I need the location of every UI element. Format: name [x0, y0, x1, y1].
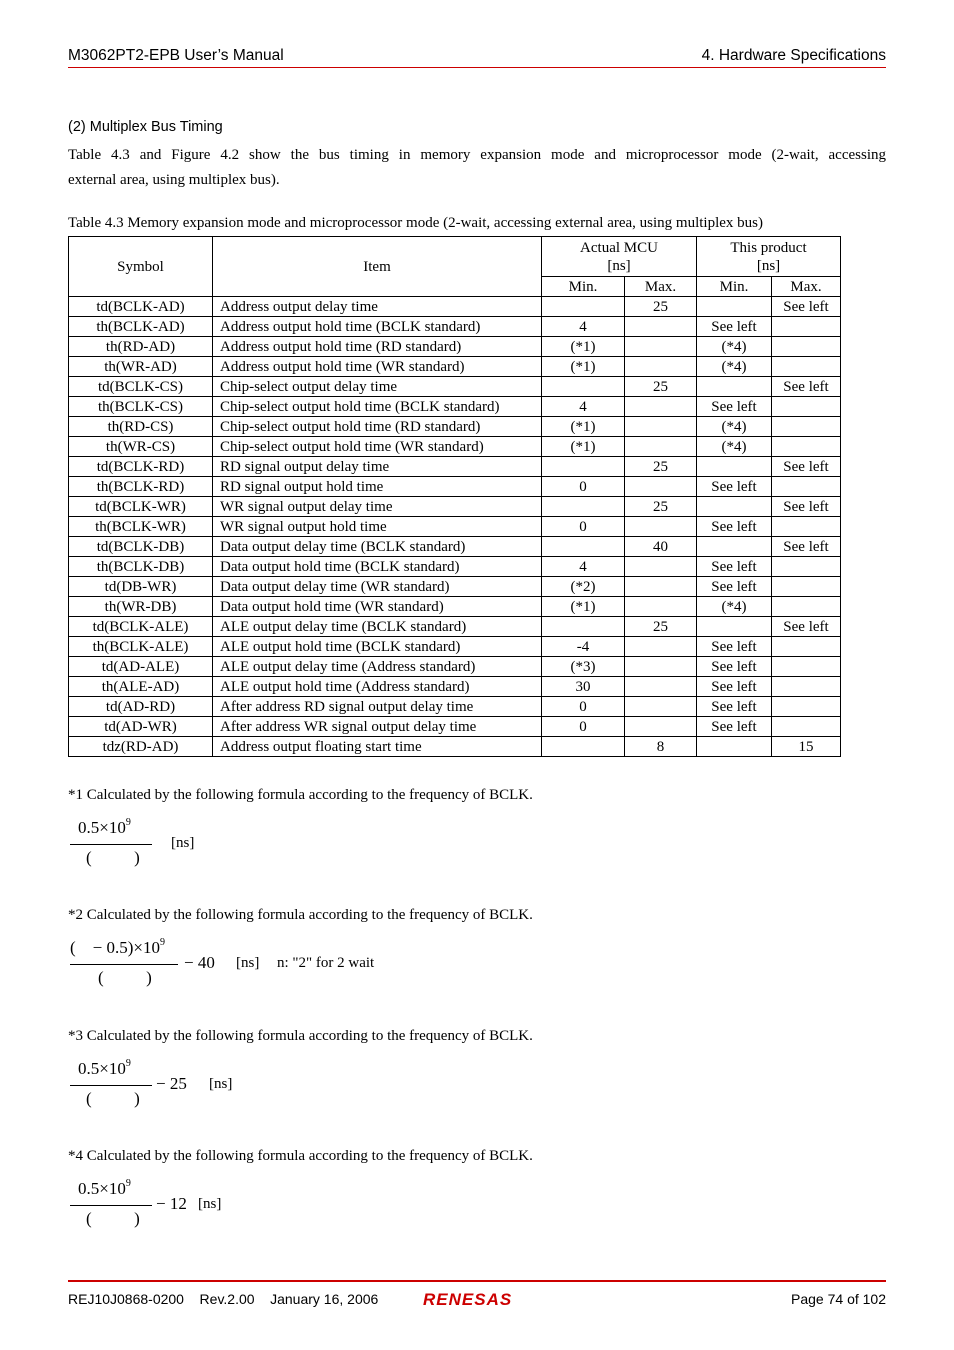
cell-item: Chip-select output hold time (RD standard) [213, 417, 542, 437]
table-row [69, 737, 841, 757]
table-row [69, 377, 841, 397]
section-title: (2) Multiplex Bus Timing [68, 119, 223, 135]
cell-product-max [772, 577, 841, 597]
cell-product-min: (*4) [697, 337, 772, 357]
cell-mcu-min [542, 297, 625, 317]
cell-symbol: th(ALE-AD) [69, 677, 213, 697]
cell-symbol: td(AD-WR) [69, 717, 213, 737]
cell-product-min: See left [697, 677, 772, 697]
formula-2-unit: [ns] [236, 955, 260, 971]
formula-2-fraction-bar [70, 964, 178, 965]
cell-mcu-min: (*1) [542, 597, 625, 617]
cell-mcu-max [625, 657, 697, 677]
table-row [69, 657, 841, 677]
table-row [69, 597, 841, 617]
table-row [69, 617, 841, 637]
cell-mcu-max [625, 717, 697, 737]
header-mcu-min: Min. [542, 277, 625, 297]
cell-symbol: td(DB-WR) [69, 577, 213, 597]
manual-title: M3062PT2-EPB User’s Manual [68, 47, 284, 64]
cell-item: ALE output hold time (BCLK standard) [213, 637, 542, 657]
cell-mcu-min: 4 [542, 557, 625, 577]
cell-product-min [697, 497, 772, 517]
cell-product-max [772, 477, 841, 497]
cell-mcu-max [625, 697, 697, 717]
intro-paragraph [68, 143, 886, 193]
cell-item: Data output delay time (WR standard) [213, 577, 542, 597]
header-mcu-max: Max. [625, 277, 697, 297]
cell-mcu-max [625, 557, 697, 577]
formula-3-suffix: − 25 [156, 1074, 187, 1093]
cell-symbol: td(BCLK-CS) [69, 377, 213, 397]
cell-mcu-min: -4 [542, 637, 625, 657]
formula-2-suffix: − 40 [184, 953, 215, 972]
cell-mcu-min: 30 [542, 677, 625, 697]
header-this-product [697, 237, 841, 277]
header-this-product-unit: [ns] [756, 257, 781, 274]
formula-4-numerator: $0.5\times 10^9$ [78, 1178, 131, 1198]
cell-symbol: th(WR-CS) [69, 437, 213, 457]
formula-2-denominator: ( ) [98, 968, 152, 987]
cell-item: WR signal output delay time [213, 497, 542, 517]
cell-symbol: tdz(RD-AD) [69, 737, 213, 757]
cell-product-max [772, 637, 841, 657]
cell-product-min: See left [697, 657, 772, 677]
cell-product-max [772, 517, 841, 537]
cell-mcu-max [625, 677, 697, 697]
cell-mcu-min: (*3) [542, 657, 625, 677]
cell-mcu-min [542, 457, 625, 477]
cell-mcu-max [625, 397, 697, 417]
cell-item: Address output floating start time [213, 737, 542, 757]
cell-mcu-max: 25 [625, 297, 697, 317]
table-row [69, 457, 841, 477]
cell-product-min: See left [697, 517, 772, 537]
cell-mcu-min [542, 537, 625, 557]
cell-item: Address output hold time (RD standard) [213, 337, 542, 357]
cell-product-max [772, 657, 841, 677]
cell-product-min: (*4) [697, 417, 772, 437]
cell-symbol: th(RD-AD) [69, 337, 213, 357]
cell-product-max [772, 357, 841, 377]
cell-mcu-max: 25 [625, 497, 697, 517]
table-row [69, 517, 841, 537]
header-actual-mcu-unit: [ns] [607, 257, 631, 274]
formula-1-unit: [ns] [171, 835, 195, 851]
cell-mcu-min: (*1) [542, 437, 625, 457]
table-row [69, 557, 841, 577]
cell-item: ALE output hold time (Address standard) [213, 677, 542, 697]
cell-symbol: th(WR-DB) [69, 597, 213, 617]
table-row [69, 297, 841, 317]
cell-product-min [697, 737, 772, 757]
cell-mcu-min [542, 377, 625, 397]
cell-product-min: See left [697, 717, 772, 737]
cell-mcu-max [625, 417, 697, 437]
table-row [69, 537, 841, 557]
cell-product-max [772, 717, 841, 737]
cell-symbol: th(BCLK-ALE) [69, 637, 213, 657]
cell-product-max: See left [772, 457, 841, 477]
formula-1-fraction-bar [70, 844, 152, 845]
header-symbol: Symbol [69, 237, 213, 297]
cell-mcu-min: 0 [542, 517, 625, 537]
cell-product-max: 15 [772, 737, 841, 757]
table-row [69, 637, 841, 657]
cell-symbol: th(BCLK-DB) [69, 557, 213, 577]
timing-table-body [69, 297, 841, 757]
cell-item: Chip-select output hold time (WR standard) [213, 437, 542, 457]
table-row [69, 677, 841, 697]
cell-symbol: td(AD-RD) [69, 697, 213, 717]
note-3: *3 Calculated by the following formula according to the frequency of BCLK. [68, 1028, 533, 1044]
footer-doc-id: REJ10J0868-0200 [68, 1291, 184, 1307]
formula-3-denominator: ( ) [86, 1089, 140, 1108]
cell-symbol: td(BCLK-ALE) [69, 617, 213, 637]
cell-item: ALE output delay time (BCLK standard) [213, 617, 542, 637]
header-item: Item [213, 237, 542, 297]
cell-mcu-max [625, 477, 697, 497]
cell-mcu-min: 4 [542, 397, 625, 417]
note-4: *4 Calculated by the following formula according to the frequency of BCLK. [68, 1148, 533, 1164]
cell-product-max [772, 597, 841, 617]
cell-mcu-max: 25 [625, 377, 697, 397]
cell-product-min: See left [697, 637, 772, 657]
cell-product-max: See left [772, 617, 841, 637]
cell-mcu-min [542, 737, 625, 757]
cell-mcu-min: (*2) [542, 577, 625, 597]
cell-item: Address output delay time [213, 297, 542, 317]
formula-4-fraction-bar [70, 1205, 152, 1206]
table-row [69, 397, 841, 417]
table-row [69, 577, 841, 597]
cell-product-max: See left [772, 297, 841, 317]
renesas-logo-mark [423, 1289, 535, 1309]
cell-item: Data output delay time (BCLK standard) [213, 537, 542, 557]
table-row [69, 497, 841, 517]
footer-date: January 16, 2006 [270, 1291, 379, 1307]
cell-mcu-max: 25 [625, 457, 697, 477]
formula-4-denominator: ( ) [86, 1209, 140, 1228]
table-row [69, 717, 841, 737]
cell-mcu-min: 0 [542, 697, 625, 717]
table-row [69, 417, 841, 437]
cell-mcu-min: (*1) [542, 417, 625, 437]
cell-mcu-max [625, 357, 697, 377]
footer-rule [68, 1280, 886, 1282]
cell-symbol: td(BCLK-RD) [69, 457, 213, 477]
cell-item: RD signal output delay time [213, 457, 542, 477]
cell-mcu-min: 4 [542, 317, 625, 337]
cell-product-min [697, 297, 772, 317]
cell-item: Chip-select output hold time (BCLK standard) [213, 397, 542, 417]
formula-1-denominator: ( ) [86, 848, 140, 867]
cell-symbol: th(WR-AD) [69, 357, 213, 377]
cell-mcu-min: 0 [542, 477, 625, 497]
cell-product-max [772, 317, 841, 337]
header-product-min: Min. [697, 277, 772, 297]
cell-product-min: (*4) [697, 597, 772, 617]
formula-3-fraction-bar [70, 1085, 152, 1086]
cell-mcu-max [625, 577, 697, 597]
renesas-logo-text: RENESAS [423, 1290, 513, 1309]
cell-product-max [772, 697, 841, 717]
formula-3-numerator: $0.5\times 10^9$ [78, 1058, 131, 1078]
cell-mcu-max [625, 317, 697, 337]
cell-product-min [697, 537, 772, 557]
cell-item: Data output hold time (WR standard) [213, 597, 542, 617]
cell-mcu-min: (*1) [542, 357, 625, 377]
table-row [69, 357, 841, 377]
table-row [69, 697, 841, 717]
footer-doc-info [68, 1291, 378, 1307]
formula-2-wait-note: n: "2" for 2 wait [277, 955, 375, 971]
cell-mcu-max [625, 437, 697, 457]
cell-item: After address WR signal output delay time [213, 717, 542, 737]
formula-1-numerator: $0.5\times 10^9$ [78, 817, 131, 837]
cell-symbol: td(BCLK-WR) [69, 497, 213, 517]
cell-mcu-max [625, 337, 697, 357]
cell-mcu-max [625, 637, 697, 657]
cell-symbol: td(BCLK-DB) [69, 537, 213, 557]
header-product-max: Max. [772, 277, 841, 297]
footer-revision: Rev.2.00 [199, 1291, 255, 1307]
intro-line-2: external area, using multiplex bus). [68, 172, 280, 188]
cell-item: Address output hold time (BCLK standard) [213, 317, 542, 337]
header-this-product-label: This product [730, 239, 807, 256]
table-row [69, 317, 841, 337]
cell-mcu-max [625, 517, 697, 537]
cell-mcu-max: 25 [625, 617, 697, 637]
intro-line-1: Table 4.3 and Figure 4.2 show the bus timing in memory expansion mode and microprocessor mode (2-wait, accessing [68, 147, 886, 163]
cell-product-max: See left [772, 497, 841, 517]
cell-product-max [772, 557, 841, 577]
table-row [69, 477, 841, 497]
cell-product-max [772, 677, 841, 697]
cell-mcu-min [542, 617, 625, 637]
cell-item: ALE output delay time (Address standard) [213, 657, 542, 677]
cell-product-max [772, 437, 841, 457]
cell-product-min: See left [697, 317, 772, 337]
header-actual-mcu-label: Actual MCU [580, 239, 658, 256]
cell-product-min [697, 617, 772, 637]
formula-2-numerator: ( − $0.5)\times 10^9$ [70, 937, 166, 957]
formula-3-unit: [ns] [209, 1076, 233, 1092]
cell-item: After address RD signal output delay time [213, 697, 542, 717]
formula-4-suffix: − 12 [156, 1194, 187, 1213]
cell-product-min [697, 457, 772, 477]
cell-item: Address output hold time (WR standard) [213, 357, 542, 377]
cell-product-max [772, 397, 841, 417]
renesas-logo [423, 1289, 535, 1314]
cell-mcu-min: 0 [542, 717, 625, 737]
note-2: *2 Calculated by the following formula according to the frequency of BCLK. [68, 907, 533, 923]
cell-product-min: See left [697, 477, 772, 497]
table-row [69, 337, 841, 357]
formula-4-unit: [ns] [198, 1196, 222, 1212]
cell-item: Chip-select output delay time [213, 377, 542, 397]
cell-item: Data output hold time (BCLK standard) [213, 557, 542, 577]
cell-product-min: See left [697, 397, 772, 417]
cell-item: WR signal output hold time [213, 517, 542, 537]
cell-mcu-min: (*1) [542, 337, 625, 357]
cell-product-min: See left [697, 697, 772, 717]
cell-product-max [772, 417, 841, 437]
cell-product-min: See left [697, 577, 772, 597]
cell-mcu-max: 40 [625, 537, 697, 557]
cell-symbol: td(BCLK-AD) [69, 297, 213, 317]
footer-page-number: Page 74 of 102 [791, 1291, 886, 1307]
cell-symbol: th(BCLK-WR) [69, 517, 213, 537]
cell-item: RD signal output hold time [213, 477, 542, 497]
chapter-title: 4. Hardware Specifications [701, 47, 886, 64]
cell-symbol: th(RD-CS) [69, 417, 213, 437]
note-1: *1 Calculated by the following formula according to the frequency of BCLK. [68, 787, 533, 803]
cell-symbol: th(BCLK-CS) [69, 397, 213, 417]
cell-symbol: td(AD-ALE) [69, 657, 213, 677]
header-rule [68, 67, 886, 68]
header-actual-mcu [542, 237, 697, 277]
cell-mcu-max: 8 [625, 737, 697, 757]
table-caption: Table 4.3 Memory expansion mode and microprocessor mode (2-wait, accessing external area, using multiplex bus) [68, 215, 763, 231]
cell-symbol: th(BCLK-AD) [69, 317, 213, 337]
cell-product-min: (*4) [697, 437, 772, 457]
cell-product-max: See left [772, 377, 841, 397]
cell-product-max: See left [772, 537, 841, 557]
cell-product-min [697, 377, 772, 397]
table-row [69, 437, 841, 457]
cell-symbol: th(BCLK-RD) [69, 477, 213, 497]
cell-product-min: (*4) [697, 357, 772, 377]
cell-product-min: See left [697, 557, 772, 577]
cell-mcu-max [625, 597, 697, 617]
cell-product-max [772, 337, 841, 357]
timing-table [68, 236, 841, 757]
cell-mcu-min [542, 497, 625, 517]
